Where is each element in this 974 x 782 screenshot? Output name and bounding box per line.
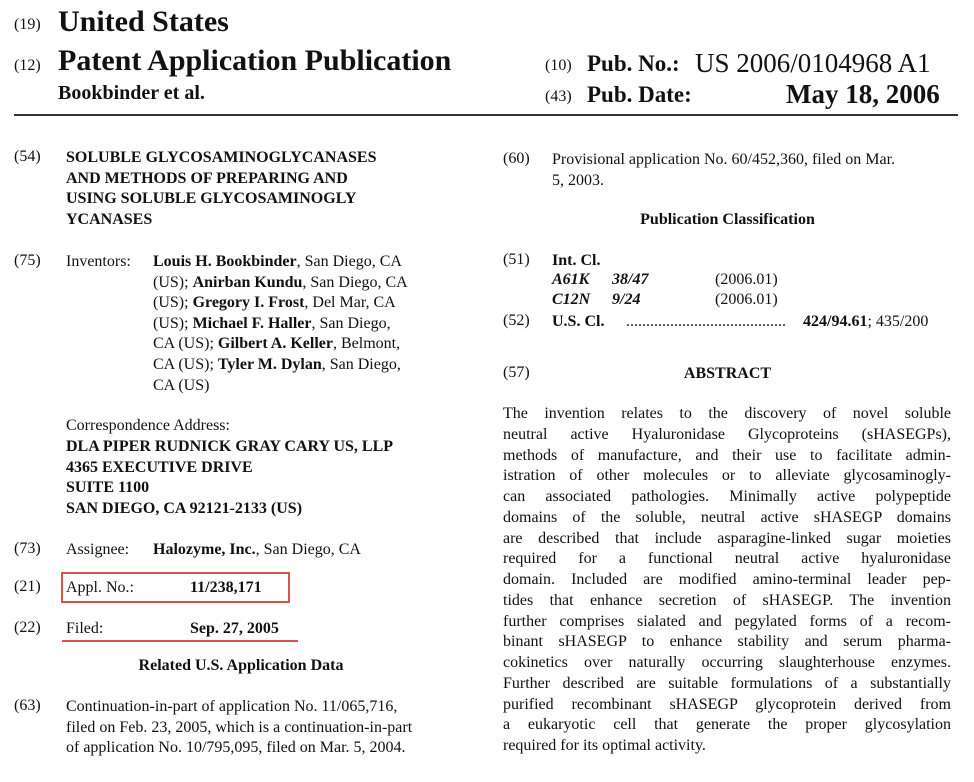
us-cl-label: U.S. Cl. — [552, 313, 605, 330]
inid-code-51: (51) — [503, 251, 530, 268]
abstract-line: binant sHASEGP to enhance stability and serum pharma- — [503, 633, 951, 651]
correspondence-label: Correspondence Address: — [66, 417, 230, 434]
inventor-location: , San Diego, — [321, 355, 401, 373]
continuation-line: of application No. 10/795,095, filed on Mar. 5, 2004. — [66, 739, 406, 757]
pub-date-label: Pub. Date: — [587, 82, 692, 107]
us-cl-values — [803, 312, 928, 333]
inid-code-43: (43) — [545, 88, 572, 105]
appl-no-label: Appl. No.: — [66, 579, 134, 596]
title-line: USING SOLUBLE GLYCOSAMINOGLY — [66, 190, 357, 208]
provisional-text — [552, 150, 895, 191]
inventor-location: (US); — [153, 273, 193, 291]
appl-no-value: 11/238,171 — [190, 579, 262, 596]
abstract-line: can associated pathologies. Minimally active polypeptide — [503, 488, 951, 505]
authors: Bookbinder et al. — [58, 82, 205, 104]
abstract-line: istration of other molecules or to alleviate glycosaminogly- — [503, 467, 951, 485]
int-cl-group: 9/24 — [612, 291, 641, 308]
inventor-location: , Del Mar, CA — [304, 294, 396, 312]
inventor-location: , San Diego, — [311, 314, 391, 332]
abstract-line: cokinetics over naturally occurring slaughterhouse enzymes. — [503, 654, 951, 671]
abstract-line: methods of manufacture, and their use to facilitate admin- — [503, 446, 951, 464]
inventor-location: (US); — [153, 294, 193, 312]
inventor-location: (US); — [153, 314, 193, 332]
us-cl-primary: 424/94.61 — [803, 313, 868, 330]
related-data-heading: Related U.S. Application Data — [138, 657, 344, 674]
us-cl-secondary: ; 435/200 — [867, 313, 929, 330]
inventor-location: CA (US); — [153, 335, 218, 353]
abstract-line: The invention relates to the discovery of novel soluble — [503, 405, 951, 422]
pub-class-heading: Publication Classification — [640, 211, 815, 228]
inid-code-52: (52) — [503, 312, 530, 329]
title-line: SOLUBLE GLYCOSAMINOGLYCANASES — [66, 149, 377, 166]
abstract-body — [503, 404, 951, 757]
pub-no-value: US 2006/0104968 A1 — [695, 48, 931, 78]
int-cl-version: (2006.01) — [715, 271, 778, 288]
inventor-name: Gregory I. Frost — [192, 294, 305, 312]
address-line: DLA PIPER RUDNICK GRAY CARY US, LLP — [66, 438, 394, 455]
pub-date-value: May 18, 2006 — [786, 79, 940, 109]
int-cl-class: C12N — [552, 291, 591, 308]
inventors-label: Inventors: — [66, 253, 131, 270]
address-line: 4365 EXECUTIVE DRIVE — [66, 458, 253, 476]
abstract-line: a eukaryotic cell that generate the proper glycosylation — [503, 716, 951, 734]
assignee-label: Assignee: — [66, 541, 130, 558]
provisional-line: Provisional application No. 60/452,360, filed on Mar. — [552, 151, 896, 168]
continuation-text — [66, 697, 412, 759]
abstract-line: domain. Included are modified amino-terminal leader pep- — [503, 571, 951, 588]
assignee-name: Halozyme, Inc. — [153, 541, 256, 558]
inid-code-19: (19) — [14, 16, 41, 33]
inventor-location: CA (US); — [153, 355, 218, 373]
inventor-name: Michael F. Haller — [192, 314, 312, 332]
abstract-line: required for its optimal activity. — [503, 737, 706, 754]
invention-title — [66, 148, 376, 230]
inid-code-63: (63) — [14, 697, 41, 714]
inventor-location: , San Diego, CA — [302, 273, 408, 291]
us-cl-leader-dots: ........................................ — [626, 313, 786, 330]
title-line: AND METHODS OF PREPARING AND — [66, 169, 348, 187]
abstract-line: further comprises sialated and pegylated forms of a recom- — [503, 612, 951, 630]
abstract-line: required for a functional neutral active hyaluronidase — [503, 550, 951, 568]
abstract-line: domains of the soluble, neutral active sHASEGP domains — [503, 508, 951, 526]
continuation-line: filed on Feb. 23, 2005, which is a continuation-in-part — [66, 718, 413, 736]
inventor-name: Tyler M. Dylan — [217, 355, 322, 373]
pub-no-label: Pub. No.: — [587, 51, 680, 76]
title-line: YCANASES — [66, 210, 153, 228]
address-line: SAN DIEGO, CA 92121-2133 (US) — [66, 499, 303, 517]
int-cl-version: (2006.01) — [715, 291, 778, 308]
doc-type-title: Patent Application Publication — [58, 44, 452, 77]
country-title: United States — [58, 5, 229, 38]
inid-code-22: (22) — [14, 619, 41, 636]
address-line: SUITE 1100 — [66, 479, 150, 497]
inventor-name: Anirban Kundu — [192, 273, 303, 291]
int-cl-label: Int. Cl. — [552, 252, 601, 269]
inventor-location: , Belmont, — [332, 335, 401, 353]
inid-code-57: (57) — [503, 364, 530, 381]
assignee-location: , San Diego, CA — [255, 541, 361, 558]
filed-underline — [62, 640, 298, 642]
continuation-line: Continuation-in-part of application No. 11/065,716, — [66, 698, 398, 715]
inid-code-54: (54) — [14, 148, 41, 165]
abstract-line: neutral active Hyaluronidase Glycoproteins (sHASEGPs), — [503, 425, 951, 443]
int-cl-class: A61K — [552, 271, 590, 288]
inventors-list — [153, 252, 408, 396]
int-cl-group: 38/47 — [612, 271, 649, 288]
abstract-line: are described that include asparagine-linked sugar moieties — [503, 529, 951, 547]
abstract-line: Further described are suitable formulations of a substantially — [503, 674, 951, 692]
filed-value: Sep. 27, 2005 — [190, 620, 279, 637]
filed-label: Filed: — [66, 620, 104, 637]
assignee — [153, 540, 361, 561]
inid-code-21: (21) — [14, 578, 41, 595]
inventor-name: Gilbert A. Keller — [217, 335, 333, 353]
header-rule — [14, 114, 958, 116]
inventor-location: , San Diego, CA — [296, 253, 402, 270]
inid-code-10: (10) — [545, 57, 572, 74]
inid-code-60: (60) — [503, 150, 530, 167]
inventor-location: CA (US) — [153, 376, 210, 394]
inventor-name: Louis H. Bookbinder — [153, 253, 297, 270]
inid-code-12: (12) — [14, 57, 41, 74]
abstract-line: purified recombinant sHASEGP glycoprotein derived from — [503, 695, 951, 713]
inid-code-75: (75) — [14, 252, 41, 269]
correspondence-address — [66, 437, 393, 519]
inid-code-73: (73) — [14, 540, 41, 557]
abstract-heading: ABSTRACT — [683, 365, 772, 382]
provisional-line: 5, 2003. — [552, 171, 604, 189]
abstract-line: tides that enhance secretion of sHASEGP. The invention — [503, 591, 951, 609]
